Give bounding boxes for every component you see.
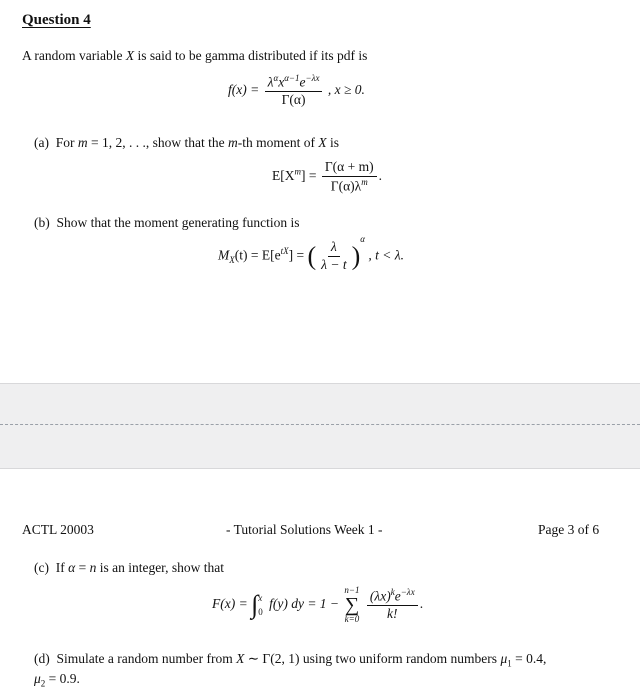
footer-title: - Tutorial Solutions Week 1 - [226, 522, 383, 537]
page-break-divider [0, 424, 640, 425]
part-b-text: (b) Show that the moment generating function is [34, 215, 300, 230]
mgf-equation: $M_X(t) = E[e^{tX}]$ = ( $\frac{\lambda}{\lambda - t}$ )$^\alpha$ , t < λ. [218, 233, 404, 272]
page-break-gap [0, 383, 640, 469]
pdf-equation: f(x) = $\frac{\lambda^\alpha x^{\alpha-1}e^{-\lambda x}}{\Gamma(\alpha)}$ , x ≥ 0. [228, 73, 365, 108]
part-c-text: (c) If α = n is an integer, show that [34, 560, 225, 575]
footer-page-number: Page 3 of 6 [538, 522, 600, 537]
cdf-equation: F(x) = ∫ x 0 f(y) dy = 1 − n−1 ∑ k=0 $\frac{(\lambda x)^ke^{-\lambda x}}{k!}$ . [212, 585, 424, 624]
intro-text: A random variable X is said to be gamma distributed if its pdf is [22, 48, 368, 63]
footer-course: ACTL 20003 [22, 522, 94, 537]
summation-symbol: ∑ [344, 594, 360, 616]
question-title: Question 4 [22, 12, 91, 28]
integral-symbol: ∫ [251, 590, 259, 619]
moment-equation: $E[X^m]$ = $\frac{\Gamma(\alpha + m)}{\Gamma(\alpha)\lambda^m}$ . [272, 159, 382, 194]
part-d-text: (d) Simulate a random number from X ∼ Γ(2, 1) using two uniform random numbers $\mu_1 = 0.4$, $\mu_2 = 0.9$. [34, 651, 547, 690]
part-a-text: (a) For m = 1, 2, . . ., show that the m-th moment of X is [34, 135, 339, 150]
